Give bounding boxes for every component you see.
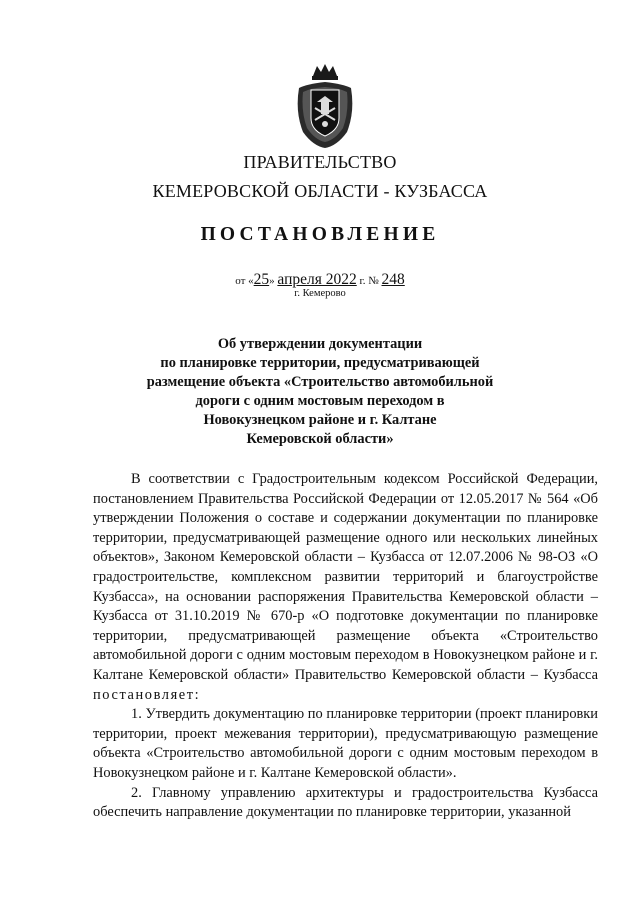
date-day: 25 bbox=[253, 271, 270, 288]
title-line: Об утверждении документации bbox=[217, 336, 423, 352]
document-type: ПОСТАНОВЛЕНИЕ bbox=[200, 224, 440, 245]
body-paragraph-item-2: 2. Главному управлению архитектуры и градостроительства Кузбасса обеспечить направление документации по планировке территории, указанной bbox=[93, 784, 598, 821]
date-number-line bbox=[0, 271, 640, 289]
title-line: размещение объекта «Строительство автомобильной bbox=[146, 374, 494, 390]
title-line: дороги с одним мостовым переходом в bbox=[195, 393, 445, 409]
title-line: Кемеровской области» bbox=[246, 431, 394, 447]
date-year-suffix: г. bbox=[359, 275, 366, 287]
date-prefix: от « bbox=[235, 275, 254, 287]
document-number: 248 bbox=[381, 271, 405, 288]
number-prefix: № bbox=[368, 275, 379, 287]
government-title-line2: КЕМЕРОВСКОЙ ОБЛАСТИ - КУЗБАССА bbox=[152, 181, 488, 201]
government-title-line1: ПРАВИТЕЛЬСТВО bbox=[243, 152, 397, 172]
document-title bbox=[0, 335, 640, 449]
date-month-year: апреля 2022 bbox=[277, 271, 357, 288]
title-line: Новокузнецком районе и г. Калтане bbox=[203, 412, 437, 428]
city-line: г. Кемерово bbox=[294, 288, 346, 299]
title-line: по планировке территории, предусматривающей bbox=[160, 355, 480, 371]
body-paragraph-item-1: 1. Утвердить документацию по планировке территории (проект планировки территории, проект межевания территории), предусматривающую размещение объекта «Строительство автомобильной дороги с одним мостовым переходом в Новокузнецком районе и г. Калтане Кемеровской области». bbox=[93, 706, 598, 781]
document-body bbox=[93, 470, 598, 823]
body-paragraph-preamble bbox=[93, 470, 598, 705]
preamble-text: В соответствии с Градостроительным кодексом Российской Федерации, постановлением Правительства Российской Федерации от 12.05.2017 № 564 «Об утверждении Положения о составе и содержании документации по планировке территории, предусматривающей размещение одного или нескольких линейных объектов», Законом Кемеровской области – Кузбасса от 12.07.2006 № 98-ОЗ «О градостроительстве, комплексном развитии территорий и благоустройстве Кузбасса», на основании распоряжения Правительства Кемеровской области – Кузбасса от 31.10.2019 № 670-р «О подготовке документации по планировке территории, предусматривающей размещение объекта «Строительство автомобильной дороги с одним мостовым переходом в Новокузнецком районе и г. Калтане Кемеровской области» Правительство Кемеровской области – Кузбасса bbox=[93, 471, 598, 683]
date-month-sep: » bbox=[269, 275, 275, 287]
kuzbass-coat-of-arms-icon bbox=[293, 62, 357, 148]
preamble-decree-word: постановляет: bbox=[93, 686, 201, 703]
